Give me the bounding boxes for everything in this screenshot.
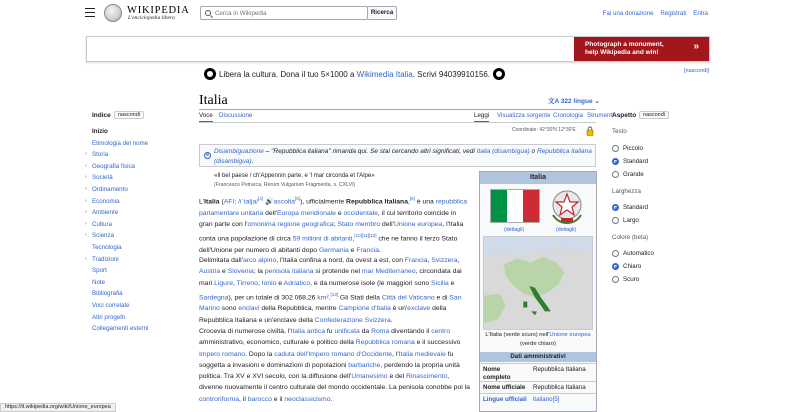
article-link[interactable]: Slovenia	[227, 268, 254, 276]
bold-term: Repubblica Italiana	[346, 198, 408, 206]
map-caption-suffix: (verde chiaro)	[520, 340, 556, 347]
radio-label: Largo	[623, 217, 639, 225]
toc-item[interactable]	[92, 128, 108, 135]
radio-label: Standard	[623, 204, 649, 212]
toc-item[interactable]	[92, 279, 105, 286]
banner-cta-button[interactable]	[574, 37, 709, 61]
eu-link[interactable]: Unione europea	[549, 332, 591, 338]
search-icon	[205, 10, 211, 16]
donate-link[interactable]: Fai una donazione	[602, 10, 654, 17]
radio-label: Chiaro	[623, 263, 642, 271]
article-link[interactable]: Disambiguazione	[214, 148, 264, 155]
radio-icon[interactable]	[612, 145, 619, 152]
double-chevron-right-icon: »	[693, 41, 699, 52]
article-link[interactable]: barocco	[247, 395, 272, 403]
flag-details-link[interactable]: (dettagli)	[504, 227, 525, 233]
article-link[interactable]: mar Mediterraneo	[361, 268, 416, 276]
appearance-radio-option[interactable]	[612, 204, 648, 211]
article-link[interactable]: ascolta	[273, 198, 296, 206]
appearance-radio-option[interactable]	[612, 145, 643, 152]
search-box	[200, 6, 368, 20]
appearance-radio-option[interactable]	[612, 263, 641, 270]
toc-item-label: Società	[92, 174, 113, 182]
article-link[interactable]: Austria	[199, 268, 221, 276]
article-link[interactable]: AFI	[223, 198, 235, 206]
article-link[interactable]: Stato membro	[337, 220, 381, 228]
toc-item-label: Etimologia del nome	[92, 139, 149, 147]
article-link[interactable]: Ionio	[261, 279, 277, 287]
appearance-group-label: Colore (beta)	[612, 234, 649, 241]
paragraph-intro: L'Italia (AFI: /iˈtalja/[4] 🔊ascolta[5]), ufficialmente Repubblica Italiana,[6] è una repubblica parlamentare unitaria dell'Europa meridionale e occidentale, il cui territorio coincide in gran parte con l'omonima regione geografica; Stato membro dell'Unione europea, l'Italia conta una popolazione di circa 59 milioni di abitanti,[10][11][12] che ne fanno il terzo Stato dell'Unione per numero di abitanti dopo Germania e Francia.	[199, 196, 468, 254]
article-link[interactable]: penisola italiana	[264, 268, 314, 276]
notice-text-suffix: . Scrivi 94039910156.	[412, 69, 491, 79]
expand-arrow-icon[interactable]: ›	[85, 220, 87, 227]
toc-item-label: Collegamenti esterni	[92, 325, 149, 333]
translate-icon: 文A	[548, 98, 559, 105]
quote-source: (Francesco Petrarca, Rerum Vulgarium Fragmenta, s. CXLVI)	[214, 182, 356, 188]
chevron-down-icon: ⌄	[594, 98, 600, 105]
notice-text-prefix: Libera la cultura. Dona il tuo 5×1000 a	[219, 69, 357, 79]
expand-arrow-icon[interactable]: ›	[85, 174, 87, 181]
radio-label: Grande	[623, 171, 644, 179]
article-link[interactable]: Francia	[356, 246, 380, 254]
toc-item-label: Sport	[92, 267, 107, 275]
infobox-row	[480, 363, 596, 380]
toc-item-label: Ambiente	[92, 209, 119, 217]
map-caption-prefix: L'Italia (verde scuro) nell'	[485, 332, 550, 338]
article-link[interactable]: Tirreno	[236, 279, 258, 287]
citation-ref[interactable]: [5]	[295, 196, 301, 201]
radio-icon[interactable]	[612, 276, 619, 283]
article-link[interactable]: Italia medievale	[398, 350, 446, 358]
language-count: 322 lingue	[560, 98, 593, 105]
toc-item-label: Geografia fisica	[92, 162, 135, 170]
lock-icon[interactable]	[586, 126, 594, 136]
article-link[interactable]: Sicilia	[431, 279, 449, 287]
radio-label: Piccolo	[623, 145, 643, 153]
toc-item-label: Storia	[92, 151, 109, 159]
infobox	[479, 171, 597, 412]
article-link[interactable]: exclave	[407, 305, 431, 313]
toc-item[interactable]	[92, 314, 125, 321]
appearance-radio-option[interactable]	[612, 171, 644, 178]
expand-arrow-icon[interactable]: ›	[85, 209, 87, 216]
infobox-title: Italia	[480, 172, 596, 184]
banner-cta-line2: help Wikipedia and win!	[585, 49, 659, 56]
citation-ref[interactable]: [6]	[409, 196, 415, 201]
appearance-group-label: Larghezza	[612, 188, 641, 195]
expand-arrow-icon[interactable]: ›	[85, 232, 87, 239]
radio-icon[interactable]	[612, 250, 619, 257]
search-input[interactable]	[215, 7, 365, 19]
toc-item-label: Cultura	[92, 220, 112, 228]
map-caption	[482, 331, 594, 348]
toc-item-label: Voci correlate	[92, 302, 130, 309]
expand-arrow-icon[interactable]: ›	[85, 151, 87, 158]
infobox-key[interactable]: Lingue ufficiali	[483, 396, 527, 403]
toc-item[interactable]	[85, 232, 115, 240]
language-button[interactable]	[548, 96, 600, 105]
main-menu-icon[interactable]	[85, 8, 95, 17]
register-link[interactable]: Registrati	[660, 10, 687, 17]
toc-item[interactable]	[92, 302, 130, 309]
login-link[interactable]: Entra	[693, 10, 708, 17]
banner-cta-line1: Photograph a monument,	[585, 41, 664, 48]
paragraph-geography: Delimitata dall'arco alpino, l'Italia confina a nord, da ovest a est, con Francia, Svizzera, Austria e Slovenia; la penisola italiana si protende nel mar Mediterraneo, circondata dai mari Ligure, Tirreno, Ionio e Adriatico, e da numerose isole (le maggiori sono Sicilia e Sardegna), per un totale di 302 068,26 km².[13] Gli Stati della Città del Vaticano e di San Marino sono enclavi della Repubblica, mentre Campione d'Italia è un'exclave della Repubblica Italiana e un'enclave della Confederazione Svizzera.	[199, 257, 462, 324]
article-link[interactable]: Città del Vaticano	[381, 294, 435, 302]
toc-item[interactable]	[85, 162, 135, 170]
article-link[interactable]: Francia	[404, 257, 428, 264]
article-link[interactable]: Repubblica italiana (disambigua)	[214, 148, 592, 165]
article-link[interactable]: Germania	[318, 246, 349, 254]
toc-item-label: Altri progetti	[92, 313, 126, 321]
appearance-radio-option[interactable]	[612, 250, 654, 257]
article-link[interactable]: Italia (disambigua)	[476, 148, 530, 155]
toc-item[interactable]	[92, 244, 122, 251]
toc-item-label: Ordinamento	[92, 186, 128, 193]
paragraph-history: Crocevia di numerose civiltà, l'Italia antica fu unificata da Roma diventando il centro amministrativo, economico, culturale e politico della Repubblica romana e il successivo Impero romano. Dopo la caduta dell'Impero romano d'Occidente, l'Italia medievale fu soggetta a invasioni e dominazioni di popolazioni barbariche, perdendo la propria unità politica. Tra XV e XVI secolo, con la diffusione dell'Umanesimo e del Rinascimento, divenne nuovamente il centro culturale del mondo occidentale. La penisola conobbe poi la controriforma, il barocco e il neoclassicismo.	[199, 328, 470, 403]
article-link[interactable]: Ligure	[214, 279, 234, 287]
expand-arrow-icon[interactable]: ›	[85, 162, 87, 169]
article-link[interactable]: unificata	[334, 328, 360, 335]
tab-strumenti[interactable]: Strumenti	[587, 112, 614, 119]
infobox-value: Repubblica Italiana	[533, 384, 586, 391]
article-link[interactable]: enclavi	[238, 305, 260, 313]
toc-item[interactable]	[92, 325, 148, 332]
article-link[interactable]: Umanesimo	[351, 373, 388, 381]
article-link[interactable]: Impero romano	[199, 350, 246, 358]
radio-icon[interactable]	[612, 171, 619, 178]
coordinates[interactable]: Coordinate: 42°30′N 12°30′E	[512, 127, 576, 133]
tab-voce[interactable]: Voce	[199, 112, 213, 122]
toc-item[interactable]	[85, 151, 109, 159]
toc-item[interactable]	[92, 267, 107, 274]
article-link[interactable]: Svizzera	[431, 257, 458, 264]
wikimedia-logo-icon	[493, 68, 505, 80]
toc-item-label: Bibliografia	[92, 290, 123, 298]
article-link[interactable]: /iˈtalja/	[238, 198, 259, 206]
article-link[interactable]: Sardegna	[199, 294, 229, 302]
toc-item[interactable]	[85, 174, 113, 182]
article-link[interactable]: Europa meridionale	[277, 209, 336, 217]
flag-stripe-white	[507, 190, 523, 222]
toc-item-label: Scienza	[92, 232, 115, 240]
radio-icon[interactable]	[612, 263, 619, 270]
expand-arrow-icon[interactable]: ›	[85, 255, 87, 262]
tab-discussione[interactable]: Discussione	[219, 112, 253, 119]
infobox-value: Repubblica Italiana	[533, 366, 586, 373]
article-link[interactable]: km²	[317, 294, 329, 302]
citation-ref[interactable]: [13]	[330, 291, 339, 297]
radio-icon[interactable]	[612, 217, 619, 224]
locator-map[interactable]	[483, 236, 593, 330]
radio-label: Automatico	[623, 250, 654, 258]
radio-label: Scuro	[623, 276, 640, 284]
appearance-group-label: Testo	[612, 128, 627, 135]
infobox-row	[480, 381, 596, 392]
search-button[interactable]: Ricerca	[367, 6, 397, 20]
quote-text: «Il bel paese / ch'Appennin parte, e 'l mar circonda et l'Alpe»	[214, 173, 375, 179]
site-notice	[204, 68, 492, 82]
toc-item[interactable]	[85, 186, 128, 193]
flag-stripe-green	[491, 190, 507, 222]
infobox-row	[480, 393, 596, 404]
toc-item-label: Inizio	[92, 128, 108, 135]
article-link[interactable]: Rinascimento	[406, 373, 448, 381]
user-links	[598, 10, 708, 17]
toc-item[interactable]	[85, 209, 119, 217]
tab-visualizza-sorgente[interactable]: Visualizza sorgente	[497, 112, 551, 119]
tab-cronologia[interactable]: Cronologia	[553, 112, 583, 119]
article-link[interactable]: omonima regione geografica	[247, 220, 334, 228]
status-bar-url: https://it.wikipedia.org/wiki/Unione_europea	[0, 403, 116, 412]
article-link[interactable]: Unione europea	[393, 220, 443, 228]
article-link[interactable]: Italia antica	[290, 328, 325, 335]
infobox-section-admin: Dati amministrativi	[480, 352, 596, 362]
radio-icon[interactable]	[612, 158, 619, 165]
infobox-key: Nome completo	[483, 366, 511, 381]
emblem-details-link[interactable]: (dettagli)	[556, 227, 577, 233]
appearance-hide-button[interactable]: nascondi	[639, 111, 669, 119]
article-link[interactable]: occidentale	[343, 209, 378, 217]
wikipedia-tagline: L'enciclopedia libera	[128, 15, 175, 21]
toc-item-label: Economia	[92, 197, 120, 205]
wikimedia-logo-icon	[204, 68, 216, 80]
article-link[interactable]: arco alpino	[242, 257, 277, 264]
toc-item-label: Tecnologia	[92, 244, 122, 251]
appearance-radio-option[interactable]	[612, 217, 639, 224]
article-link[interactable]: 59 milioni di abitanti	[292, 235, 353, 243]
table-of-contents	[85, 112, 187, 333]
emblem-of-italy[interactable]	[548, 185, 586, 225]
toc-hide-button[interactable]: nascondi	[114, 111, 144, 119]
appearance-radio-option[interactable]	[612, 158, 648, 165]
banner-hide-link[interactable]: [nascondi]	[684, 68, 710, 74]
radio-icon[interactable]	[612, 204, 619, 211]
article-link[interactable]: centro	[431, 328, 451, 335]
appearance-heading: Aspetto	[612, 112, 637, 119]
article-link[interactable]: caduta dell'Impero romano d'Occidente	[274, 350, 393, 358]
article-link[interactable]: Confederazione Svizzera	[314, 316, 391, 324]
article-link[interactable]: neoclassicismo	[284, 395, 331, 403]
epigraph-quote	[214, 172, 474, 190]
site-header	[0, 0, 800, 28]
wikimedia-italia-link[interactable]: Wikimedia Italia	[356, 69, 413, 79]
expand-arrow-icon[interactable]: ›	[85, 186, 87, 192]
wikipedia-globe-logo[interactable]	[104, 4, 122, 22]
hatnote-text: Disambiguazione – "Repubblica italiana" rimanda qui. Se stai cercando altri significati, vedi Italia (disambigua) o Repubblica italiana (disambigua).	[214, 148, 592, 165]
toc-heading: Indice	[92, 112, 111, 119]
infobox-key: Nome ufficiale	[483, 384, 526, 391]
flag-of-italy[interactable]	[490, 189, 540, 223]
title-divider	[199, 109, 596, 110]
toc-item-label: Tradizioni	[92, 255, 119, 263]
disambiguation-icon: ⊕	[205, 152, 210, 158]
toc-item[interactable]	[92, 290, 123, 297]
article-link[interactable]: Roma	[371, 328, 390, 335]
toc-item-label: Note	[92, 278, 106, 286]
article-link[interactable]: repubblica parlamentare unitaria	[199, 198, 468, 217]
flag-stripe-red	[523, 190, 539, 222]
infobox-value[interactable]: italiano[5]	[533, 396, 560, 403]
radio-label: Standard	[623, 158, 649, 166]
article-link[interactable]: San Marino	[199, 294, 462, 313]
toc-item[interactable]	[92, 140, 148, 147]
disambiguation-hatnote	[199, 144, 596, 167]
article-link[interactable]: barbariche	[348, 361, 381, 369]
bold-term: Italia	[204, 198, 220, 206]
citation-ref[interactable]: [4]	[258, 196, 264, 201]
tabs-divider	[199, 122, 596, 123]
article-link[interactable]: Campione d'Italia	[338, 305, 391, 313]
toc-item[interactable]	[85, 197, 120, 205]
tab-leggi[interactable]: Leggi	[474, 112, 489, 122]
expand-arrow-icon[interactable]: ›	[85, 197, 87, 204]
citation-ref[interactable]: [10][11][12]	[354, 233, 377, 239]
page-title: Italia	[199, 93, 228, 108]
article-link[interactable]: controriforma	[199, 395, 240, 403]
toc-item[interactable]	[85, 220, 112, 228]
appearance-radio-option[interactable]	[612, 276, 639, 283]
article-link[interactable]: Adriatico	[283, 279, 311, 287]
toc-item[interactable]	[85, 255, 119, 263]
article-link[interactable]: Repubblica romana	[355, 339, 415, 347]
wikipedia-wordmark[interactable]: WIKIPEDIA	[127, 5, 190, 16]
